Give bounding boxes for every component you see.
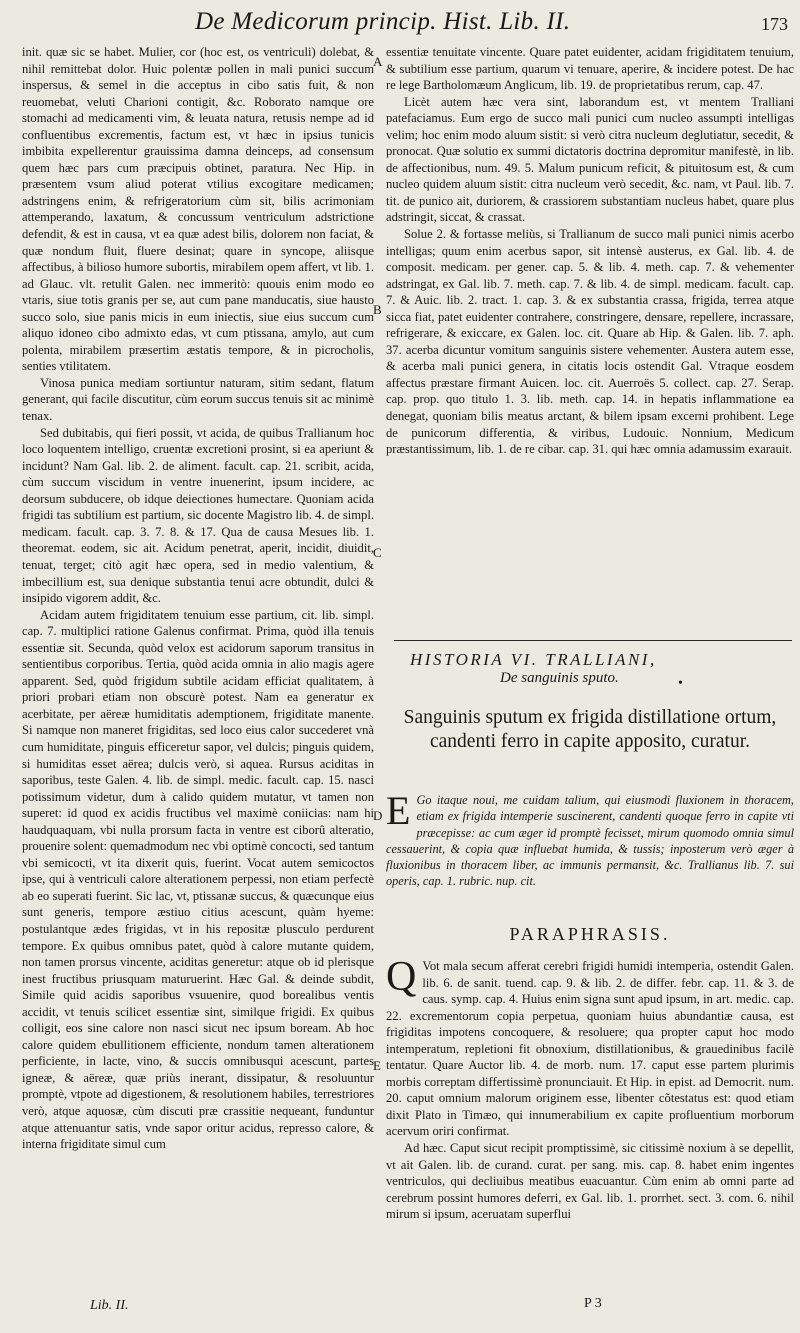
footer-signature: P 3 [584, 1296, 602, 1311]
right-paragraph-1: essentiæ tenuitate vincente. Quare patet euidenter, acidam frigiditatem tenuium, & subtilium esse partium, quarum vi tenuare, aperire, & incidere potest. De hac re lege Bartholomæum Anglicum, lib. 19. de proprietatibus rerum, cap. 47. [386, 45, 794, 93]
margin-letter-e: E [373, 1058, 381, 1073]
margin-letter-c: C [373, 545, 382, 560]
left-paragraph-4: Acidam autem frigiditatem tenuium esse partium, cit. lib. simpl. cap. 7. multiplici ratione Galenus confirmat. Prima, quòd illa tenuis essentiæ sit. Secunda, quòd velox est acidorum saporum transitus in sentientibus corporibus. Tertia, quòd acida omnia in alio magis agere apparent. Sed, quòd frigidum subtile acidam efficiat qualitatem, à priori probari etiam non obscurè potest. Nam ea generatur ex acerbitate, per aëreæ humiditatis ademptionem, frigiditate manente. Si namque non maneret frigiditas, sed loco eius calor succederet vnà cum humiditate, pinguis efficeretur sapor, vel dulcis; pinguis quidem, si humiditas esset aërea; dulcis verò, si aquea. Rursus aciditas in saporibus, teste Galen. 4. lib. de simpl. medic. facult. cap. 15. nasci potissimum videtur, dum à calido quidem mutatur, vt tamen non superet: id quod ex acidis fructibus vel maximè coniicias: nam hi haudquaquam, vbi nulla prorsum facta in ventre est ciborû alteratio, prouenire solent: quemadmodum nec vbi optimè concocti, sed tantum vbi semicocti, vt ita dixerit quis, fuerint. Vocat autem semicoctos ipse, qui à ventriculi calore alterationem perpessi, non etiam perfectè ab eo superati fuerint. Sic lac, vt, ptissanæ succus, & quæcunque eius sunt generis, tempore æstiuo citius acescunt, quàm hyeme: postulantque ædes frigidas, vt in his repositæ plusculo perdurent tempore. Ex quibus omnibus patet, quòd à calore mutante quidem, non tamen prorsus vincente, aciditas generetur: atque ob id plerisque inest fructibus priusquam maturuerint. Hæc Gal. & deinde subdit, Simile quid acidis saporibus vsuuenire, quod borealibus ventis accidit, vt tenuis scilicet essentiæ sint, similque frigidi. Ex quibus colligit, eos sine calore non nasci sicut nec ipsum boream. Ab hoc calore quidem ebullitionem efficiente, nondum tamen alterationem perficiente, in lacte, vino, & succis omnibusqui acescunt, partes igneæ, & aëreæ, quæ priùs inerant, dissipatur, & resoluuntur promptè, vtpote ad digestionem, & resolutionem habiles, terrestriores verò, atque aquosæ, cùm discuti præ crassitie nequeant, funduntur atque attenuantur satis, vnde sapor oritur acidus, represso calore, & interna frigiditate simul cum [22, 607, 374, 1152]
history-subtitle: De sanguinis sputo. [500, 670, 619, 686]
left-paragraph-3: Sed dubitabis, qui fieri possit, vt acida, de quibus Trallianum hoc loco loquentem intelligo, cruentæ excretioni prosint, si ea aperiunt & incidunt? Nam Gal. lib. 2. de aliment. facult. cap. 21. scribit, acida, cùm succum viscidum in ventre inuenerint, ipsum incidere, ac deorsum subducere, ob idque deiectiones humectare. Quoniam acida frigidi tas subtilium est partium, sic docente Magistro lib. 4. de simpl. medicam. facult. cap. 3. 7. 8. & 17. Qua de causa Mesues lib. 1. theoremat. eodem, sic ait. Acidum penetrat, aperit, incidit, diuidit, tenuat, terget; citò agit hæc opera, sed in medio valentium, & imbecillium est, sua denique substantia tenui acre obtundit, dulci & insipido vigorem addit, &c. [22, 425, 374, 606]
section-rule [394, 640, 792, 641]
running-title: De Medicorum princip. Hist. Lib. II. [195, 8, 571, 35]
running-head [0, 8, 800, 46]
paraphrasis-paragraph-1 [386, 954, 794, 1140]
case-report [386, 788, 794, 890]
ornament-dot: • [678, 676, 683, 691]
margin-letter-a: A [373, 54, 383, 69]
margin-letter-b: B [373, 302, 382, 317]
history-heading: Sanguinis sputum ex frigida distillatione ortum, candenti ferro in capite apposito, curatur. [403, 707, 777, 752]
paraphrasis-paragraph-1-text: Vot mala secum afferat cerebri frigidi humidi intemperia, ostendit Galen. lib. 6. de sanit. tuend. cap. 9. & lib. 2. de differ. febr. cap. 11. & 3. de caus. symp. cap. 4. Huius enim signa sunt apud ipsum, in art. medic. cap. 22. excrementorum copia perpetua, quoniam huius abundantiæ causa, est frigiditas impotens concoquere, & resoluere; qua propter caput hoc modo intemperatum, repletioni fit obnoxium, distillationibus, & grauedinibus facilè tentatur. Quare Auctor lib. 4. de morb. num. 17. caput esse partem plurimis morbis correptam differtissimè pronunciauit. Et Hip. in epist. ad Democrit. num. 20. caput omnium malorum originem esse, libenter cõtestatus est: quod etiam dixit Plato in Timæo, qui innumerabilium ex capite profluentium morborum acervum oriri confirmat. [386, 959, 794, 1139]
paraphrasis-paragraph-2: Ad hæc. Caput sicut recipit promptissimè, sic citissimè noxium à se depellit, vt ait Galen. lib. de curand. curat. per sang. mis. cap. 8. habet enim ingentes ventriculos, qui decliuibus meatibus euacuantur. Cùm enim ab omni parte ad cerebrum possint humores deferri, ex Gal. lib. 1. prorrhet. sect. 3. com. 6. nihil mirum si ipsum, aceruatam superflui [386, 1141, 794, 1222]
case-text: Go itaque noui, me cuidam talium, qui eiusmodi fluxionem in thoracem, etiam ex frigida intemperie suscinerent, candenti quoque ferro in capite vti præcepisse: ac cum æger id promptè fecisset, mirum quomodo omnia simul cessauerint, & copia quæ influebat humida, & tussis; inposterum verò æger à fluxionibus in thoracem liber, ac immunis permansit, &c. Trallianus lib. 7. sui operis, cap. 1. rubric. nup. cit. [386, 793, 794, 889]
page-number: 173 [761, 14, 788, 34]
paraphrasis-text [386, 954, 794, 1223]
left-column [22, 44, 374, 1306]
history-title: HISTORIA VI. TRALLIANI, [410, 650, 657, 669]
left-paragraph-1: init. quæ sic se habet. Mulier, cor (hoc est, os ventriculi) dolebat, & nihil remittebat dolor. Huic polentæ pollen in mali punici succum inspersus, & semel in die acceptus in cibo satis fuit, & non reuomebat, veluti Charioni contigit, &c. Roborato namque ore stomachi ad medicamenti vim, & leuata natura, retusis nempe ad id confluentibus excrementis, factum est, vt hæc in ipsius tunicis imbibita expellerentur grauissima damna deinceps, ad consensum quem hæc pars cum præcipuis obtinet, paratura. Nec Hip. in præsentem vsum aliud poterat vtilius excogitare medicamen; adstringens enim, & refrigeratorium cùm sit, bilis acrimoniam attemperando, laxatum, & concussum ventriculum adstrictione defendit, & est in causa, vt ea quæ adest bilis, dolorem non faciat, & quæ nondum fluit, fluere desinat; quare in syncope, aliisque affectibus, à bilioso humore subortis, mirabilem opem affert, vt lib. 1. ad Glauc. vlt. retulit Galen. nec immeritò: quouis enim modo eo vtaris, siue totis granis per se, aut cum pane manducatis, siue hausto succo solo, siue panis micis in eum iniectis, siue eius succum cum aliquo idoneo cibo admixto edas, vt cum ptissana, amylo, aut cum polenta, mirabilem præsertim æstatis tempore, & in picrocholis, senties vtilitatem. [22, 45, 374, 374]
left-paragraph-2: Vinosa punica mediam sortiuntur naturam, sitim sedant, flatum generant, qui facile discutitur, cùm eorum succus tenuis sit ac minimè tenax. [22, 375, 374, 424]
case-dropcap: E [386, 788, 411, 833]
footer-book-label: Lib. II. [90, 1298, 129, 1313]
right-paragraph-2: Licèt autem hæc vera sint, laborandum est, vt mentem Tralliani patefaciamus. Eum ergo de succo mali punici cum nucleo assumpti intelligas velim; hoc enim modo aluum sistit: si verò citra nucleum deglutiatur, secedit, & pronocat. Quæ solutio ex summi dictatoris doctrina depromitur manifestè, in lib. de affectionibus, num. 49. 5. Malum punicum reficit, & pituitosum est, & cum nucleo quidem aluum sistit: citra nucleum verò secedit, &c. nam, vt Paul. lib. 7. tit. de punico ait, duriorem, & crassiorem substantiam nucleus habet, quare plus adstringit, siccat, & crassat. [386, 94, 794, 225]
paraphrasis-title: PARAPHRASIS. [509, 924, 671, 944]
paraphrasis-dropcap: Q [386, 954, 417, 1000]
right-paragraph-3: Solue 2. & fortasse meliùs, si Trallianum de succo mali punici nimis acerbo intelligas; quum enim acerbus sapor, sit intensè austerus, ex Gal. lib. 4. de composit. medicam. per gener. cap. 5. & lib. 4. meth. cap. 7. & vehementer adstringat, ex Gal. lib. 7. meth. cap. 7. & lib. 4. de simpl. medicam. facult. cap. 7. & Auic. lib. 2. tract. 1. cap. 3. & ex substantia crassa, frigida, terrea atque sicca fiat, patet euidenter contrahere, constringere, densare, repellere, incrassare, refrigerare, & exiccare, ex Galen. loc. cit. Quare ab Hip. & Galen. lib. 7. aph. 37. acerba dicuntur vomitum sanguinis sistere vehementer. Austera autem esse, & acerba mali punici genera, in citatis locis ostendit Gal. Vtraque eosdem affectus præstare firmant Auicen. loc. cit. Auerroës 5. collect. cap. 27. Serap. cap. prop. quo titulo 1. 3. lib. meth. cap. 14. in hepatis inflammatione ea denegat, quoniam bilis meatus arctant, & bilem ipsam excerni prohibent. Lege de punicorum differentia, & viribus, Ludouic. Nonnium, Medicum præstantissimum, lib. 1. de re cibar. cap. 31. qui hæc omnia adamussim exarauit. [386, 227, 794, 457]
margin-letter-d: D [373, 808, 383, 823]
right-column [386, 44, 794, 626]
